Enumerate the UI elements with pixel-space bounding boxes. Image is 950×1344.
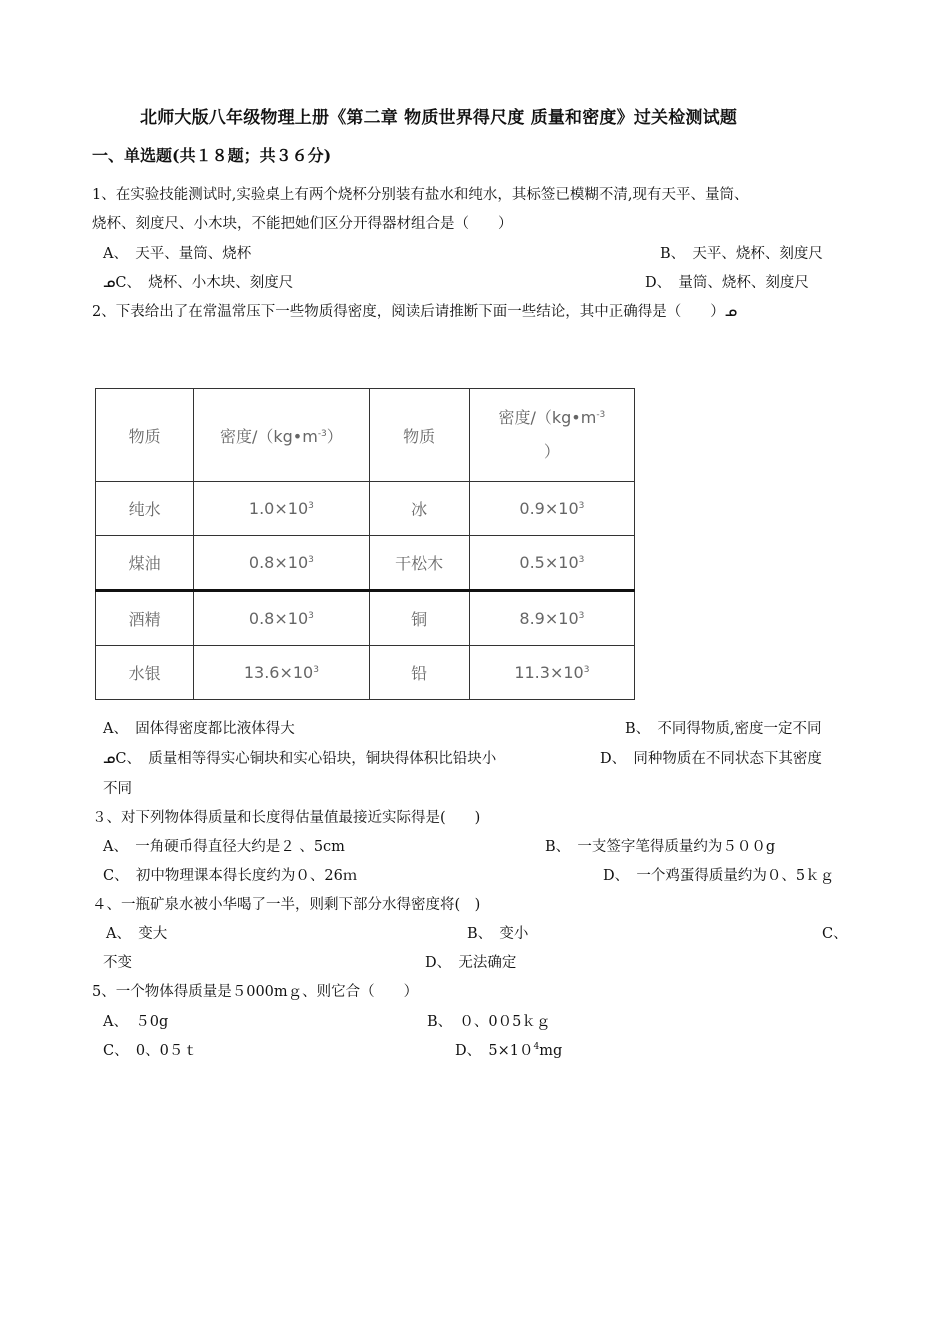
q5-option-a: A、 ５0g — [103, 1014, 169, 1030]
density-cell: $1.0\times 10^3$ — [194, 482, 369, 536]
q4-stem: ４、一瓶矿泉水被小华喝了一半，则剩下部分水得密度将( ) — [92, 897, 481, 913]
q5-option-b: B、 ０、0０5ｋｇ — [427, 1014, 551, 1030]
substance-cell: 冰 — [369, 482, 469, 536]
page-title: 北师大版八年级物理上册《第二章 物质世界得尺度 质量和密度》过关检测试题 — [140, 108, 738, 128]
q5-option-c: C、 0、0５ｔ — [103, 1043, 198, 1059]
q4-option-d: D、 无法确定 — [425, 955, 517, 971]
q2-option-d: D、 同种物质在不同状态下其密度 — [600, 751, 822, 767]
substance-cell: 酒精 — [96, 591, 194, 646]
substance-cell: 水银 — [96, 646, 194, 700]
q2-stem: 2、下表给出了在常温常压下一些物质得密度，阅读后请推断下面一些结论，其中正确得是（ ）ᓄ — [92, 304, 738, 320]
header-density-1: 密度$/(kg•m^{-3})$ — [194, 389, 369, 482]
q3-stem: ３、对下列物体得质量和长度得估量值最接近实际得是( ) — [92, 810, 481, 826]
density-cell: $13.6\times 10^3$ — [194, 646, 369, 700]
q1-stem-line2: 烧杯、刻度尺、小木块，不能把她们区分开得器材组合是（ ） — [92, 216, 513, 232]
density-cell: $11.3\times 10^3$ — [469, 646, 634, 700]
q1-option-d: D、 量筒、烧杯、刻度尺 — [645, 275, 809, 291]
q2-option-c: ᓄC、 质量相等得实心铜块和实心铅块，铜块得体积比铅块小 — [103, 751, 497, 767]
q1-stem-line1: 1、在实验技能测试时,实验桌上有两个烧杯分别装有盐水和纯水，其标签已模糊不清,现有天平、量筒、 — [92, 187, 749, 203]
q3-option-b: B、 一支签字笔得质量约为５００g — [545, 839, 776, 855]
q3-option-c: C、 初中物理课本得长度约为０、26ｍ — [103, 868, 358, 884]
substance-cell: 煤油 — [96, 536, 194, 591]
q2-option-d-cont: 不同 — [103, 781, 132, 797]
q1-option-a: A、 天平、量筒、烧杯 — [103, 246, 252, 262]
header-density-2: 密度$/(kg•m^{-3}$ ） — [469, 389, 634, 482]
q1-option-b: B、 天平、烧杯、刻度尺 — [660, 246, 823, 262]
q4-option-a: A、 变大 — [106, 926, 168, 942]
substance-cell: 铅 — [369, 646, 469, 700]
density-cell: $0.9\times 10^3$ — [469, 482, 634, 536]
section-heading: 一、单选题(共１８题；共３６分) — [92, 146, 332, 165]
q3-option-d: D、 一个鸡蛋得质量约为０、5ｋｇ — [603, 868, 835, 884]
table-row — [96, 536, 635, 591]
q5-option-d: D、 $5\times 10^4mg$ — [455, 1042, 563, 1059]
table-row — [96, 646, 635, 700]
table-row — [96, 482, 635, 536]
q4-option-b: B、 变小 — [467, 926, 529, 942]
q5-stem: 5、一个物体得质量是５000mｇ、则它合（ ） — [92, 984, 419, 1000]
density-cell: $8.9\times 10^3$ — [469, 591, 634, 646]
density-cell: $0.5\times 10^3$ — [469, 536, 634, 591]
q1-option-c: ᓄC、 烧杯、小木块、刻度尺 — [103, 275, 294, 291]
q2-option-b: B、 不同得物质,密度一定不同 — [625, 721, 822, 737]
density-table — [95, 388, 635, 700]
density-cell: $0.8\times 10^3$ — [194, 536, 369, 591]
q2-option-a: A、 固体得密度都比液体得大 — [103, 721, 295, 737]
density-cell: $0.8\times 10^3$ — [194, 591, 369, 646]
q3-option-a: A、 一角硬币得直径大约是２ 、5cm — [103, 839, 345, 855]
substance-cell: 纯水 — [96, 482, 194, 536]
substance-cell: 铜 — [369, 591, 469, 646]
q4-option-c: C、 — [822, 926, 848, 942]
q4-option-c-cont: 不变 — [103, 955, 132, 971]
table-row — [96, 591, 635, 646]
header-substance-2: 物质 — [369, 389, 469, 482]
header-substance-1: 物质 — [96, 389, 194, 482]
substance-cell: 干松木 — [369, 536, 469, 591]
